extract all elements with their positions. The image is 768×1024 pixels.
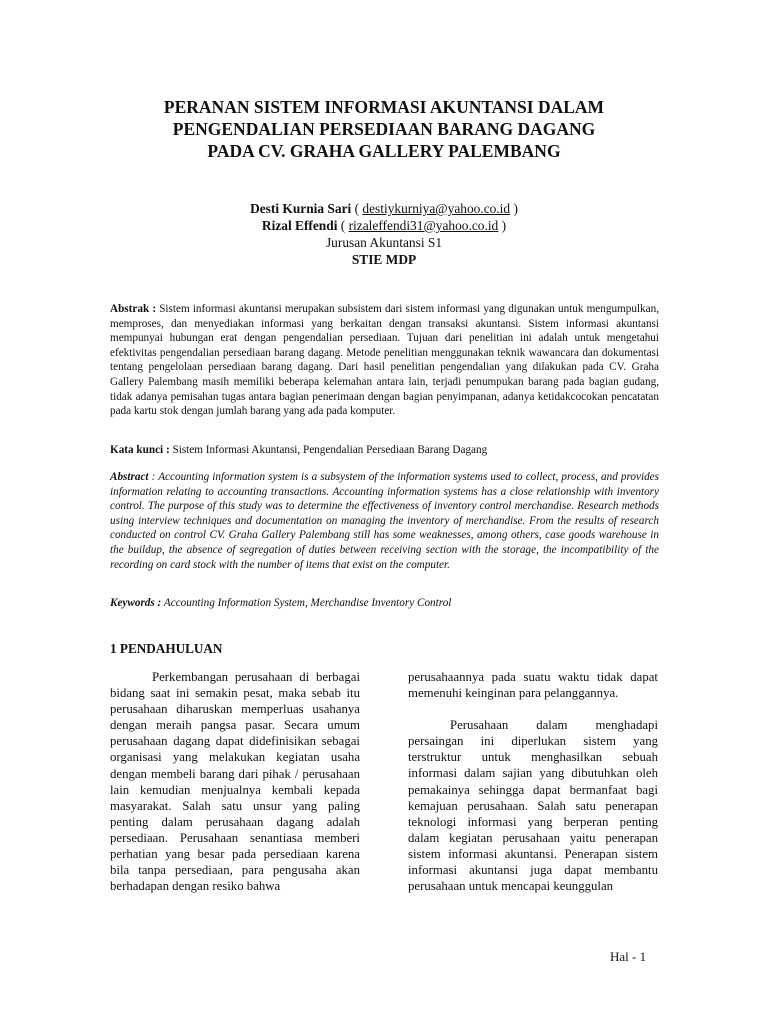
title-line-2: PENGENDALIAN PERSEDIAAN BARANG DAGANG bbox=[172, 119, 596, 139]
author-block bbox=[100, 200, 668, 268]
title-line-1: PERANAN SISTEM INFORMASI AKUNTANSI DALAM bbox=[163, 97, 605, 117]
keywords-english bbox=[110, 596, 659, 611]
keywords-id-label: Kata kunci : bbox=[110, 444, 170, 456]
abstract-indonesian bbox=[110, 302, 659, 419]
author-2-email[interactable]: rizaleffendi31@yahoo.co.id bbox=[348, 218, 499, 233]
right-paragraph-1: perusahaannya pada suatu waktu tidak dapat memenuhi keinginan para pelanggannya. bbox=[408, 670, 658, 701]
keywords-en-text: Accounting Information System, Merchandise Inventory Control bbox=[163, 597, 452, 609]
author-2: Rizal Effendi ( rizaleffendi31@yahoo.co.id ) bbox=[261, 218, 507, 233]
abstract-english bbox=[110, 470, 659, 572]
author-1: Desti Kurnia Sari ( destiykurniya@yahoo.co.id ) bbox=[250, 201, 518, 216]
left-paragraph: Perkembangan perusahaan di berbagai bidang saat ini semakin pesat, maka sebab itu perusahaan diharuskan memperluas usahanya dengan meraih pangsa pasar. Secara umum perusahaan dagang dapat didefinisikan sebagai organisasi yang melakukan kegiatan usaha dengan membeli barang dari pihak / perusahaan lain kemudian menjualnya kembali kepada masyarakat. Salah satu unsur yang paling penting dalam perusahaan dagang adalah persediaan. Perusahaan senantiasa memberi perhatian yang besar pada persediaan karena bila tanpa persediaan, para pengusaha akan berhadapan dengan resiko bahwa bbox=[110, 670, 360, 894]
right-paragraph-2: Perusahaan dalam menghadapi persaingan ini diperlukan sistem yang terstruktur untuk menghasilkan sebuah informasi dalam sajian yang dibutuhkan oleh pemakainya sehingga dapat bermanfaat bagi kemajuan perusahaan. Salah satu penerapan teknologi informasi yang berperan penting dalam kegiatan perusahaan yaitu penerapan sistem informasi akuntansi. Penerapan sistem informasi akuntansi juga dapat membantu perusahaan untuk mencapai keunggulan bbox=[408, 718, 658, 894]
institution: STIE MDP bbox=[351, 252, 417, 267]
paragraph-gap bbox=[408, 701, 658, 717]
department: Jurusan Akuntansi S1 bbox=[325, 235, 443, 250]
page-number: Hal - 1 bbox=[610, 949, 647, 964]
keywords-indonesian bbox=[110, 443, 659, 458]
author-1-email[interactable]: destiykurniya@yahoo.co.id bbox=[362, 201, 511, 216]
title-line-3: PADA CV. GRAHA GALLERY PALEMBANG bbox=[207, 141, 561, 161]
right-column bbox=[408, 669, 658, 894]
author-1-name: Desti Kurnia Sari bbox=[250, 201, 352, 216]
section-heading: 1 PENDAHULUAN bbox=[110, 641, 223, 656]
keywords-en-label: Keywords : bbox=[110, 597, 162, 609]
left-column bbox=[110, 669, 360, 894]
author-2-name: Rizal Effendi bbox=[261, 218, 338, 233]
abstract-en-text: : Accounting information system is a subsystem of the information systems used to collect, process, and provides information relating to accounting transactions. Accounting information systems has a close relationship with inventory control. The purpose of this study was to determine the effectiveness of inventory control merchandise. Research methods using interview techniques and documentation on managing the inventory of merchandise. From the results of research conducted on control CV. Graha Gallery Palembang still has some weaknesses, among others, case goods warehouse in the buildup, the absence of segregation of duties between receiving section with the storage, the incompatibility of the recording on card stock with the number of items that exist on the computer. bbox=[110, 471, 660, 571]
keywords-id-text: Sistem Informasi Akuntansi, Pengendalian Persediaan Barang Dagang bbox=[172, 444, 488, 456]
paper-title bbox=[100, 96, 668, 162]
abstract-id-label: Abstrak : bbox=[110, 303, 157, 315]
abstract-en-label: Abstract bbox=[110, 471, 149, 483]
abstract-id-text: Sistem informasi akuntansi merupakan subsistem dari sistem informasi yang digunakan untuk mengumpulkan, memproses, dan menyediakan informasi yang berkaitan dengan transaksi akuntansi. Sistem informasi akuntansi mempunyai hubungan erat dengan pengendalian persediaan. Tujuan dari penelitian ini adalah untuk mengetahui efektivitas pengendalian persediaan barang dagang. Metode penelitian menggunakan teknik wawancara dan dokumentasi tentang pengelolaan persediaan barang dagang. Dari hasil penelitian pengendalian yang dilakukan pada CV. Graha Gallery Palembang masih memiliki beberapa kelemahan antara lain, terjadi penumpukan barang pada bagian gudang, tidak adanya pemisahan tugas antara bagian penerimaan dengan bagian penyimpanan, adanya ketidakcocokan pencatatan pada kartu stok dengan jumlah barang yang ada pada komputer. bbox=[110, 303, 660, 418]
